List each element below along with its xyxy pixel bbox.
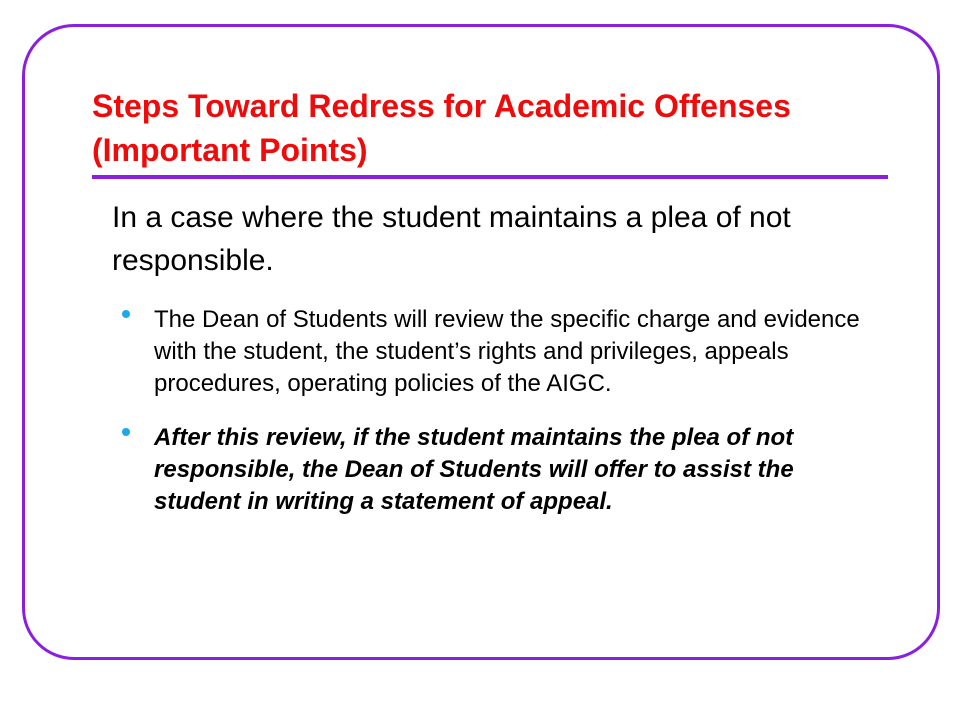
bullet-text: The Dean of Students will review the specific charge and evidence with the student, the student’s rights and privileges, appeals procedures, operating policies of the AIGC. [154,306,860,397]
bullet-dot-icon [122,428,130,436]
bullet-text-emphasized: After this review, if the student maintains the plea of not responsible, the Dean of Students will offer to assist the student in writing a statement of appeal. [154,424,794,515]
slide-title: Steps Toward Redress for Academic Offenses (Important Points) [92,88,791,168]
lead-text: In a case where the student maintains a plea of not responsible. [112,201,791,277]
bullet-list [122,304,862,518]
title-divider [92,175,888,179]
bullet-item [122,304,862,400]
bullet-item [122,422,862,518]
bullet-dot-icon [122,310,130,318]
